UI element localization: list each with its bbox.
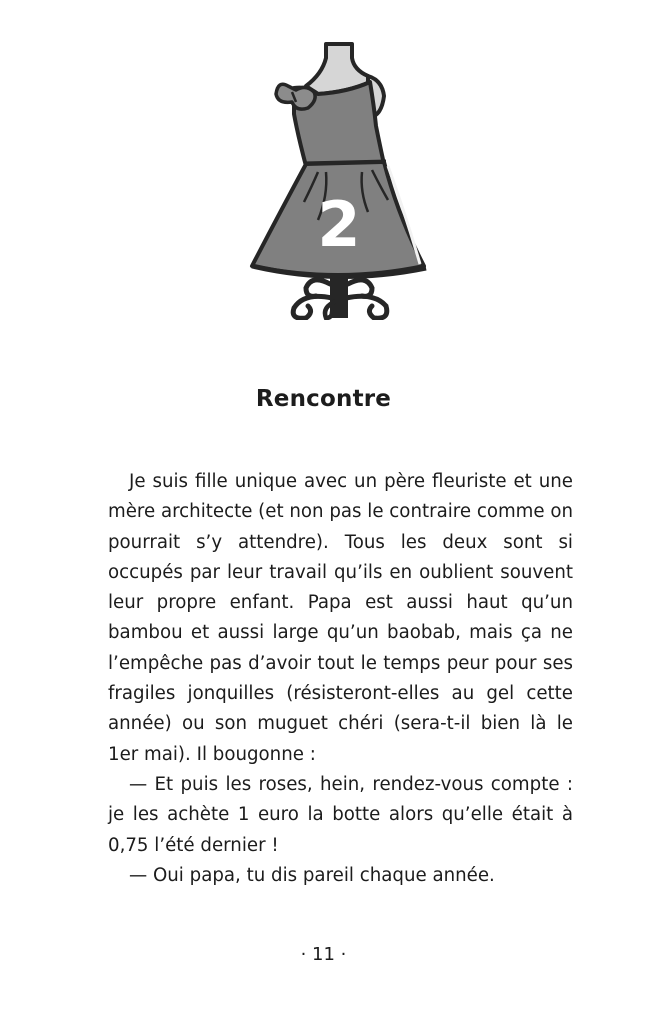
page-number: · 11 · — [300, 944, 347, 965]
chapter-title: Rencontre — [255, 386, 392, 413]
chapter-number: 2 — [317, 188, 361, 261]
paragraph: — Et puis les roses, hein, rendez-vous compte : je les achète 1 euro la botte alors qu’elle était à 0,75 l’été dernier ! — [108, 773, 573, 856]
dress-on-mannequin-icon — [248, 36, 430, 320]
paragraph: Je suis fille unique avec un père fleuriste et une mère architecte (et non pas le contraire comme on pourrait s’y attendre). Tous les deux sont si occupés par leur travail qu’ils en oublient souvent leur propre enfant. Papa est aussi haut qu’un bambou et aussi large qu’un baobab, mais ça ne l’empêche pas d’avoir tout le temps peur pour ses fragiles jonquilles (résisteront-elles au gel cette année) ou son muguet chéri (sera-t-il bien là le 1er mai). Il bougonne : — [108, 471, 574, 765]
chapter-illustration — [248, 36, 430, 320]
chapter-body — [108, 467, 573, 891]
paragraph: — Oui papa, tu dis pareil chaque année. — [129, 864, 495, 886]
